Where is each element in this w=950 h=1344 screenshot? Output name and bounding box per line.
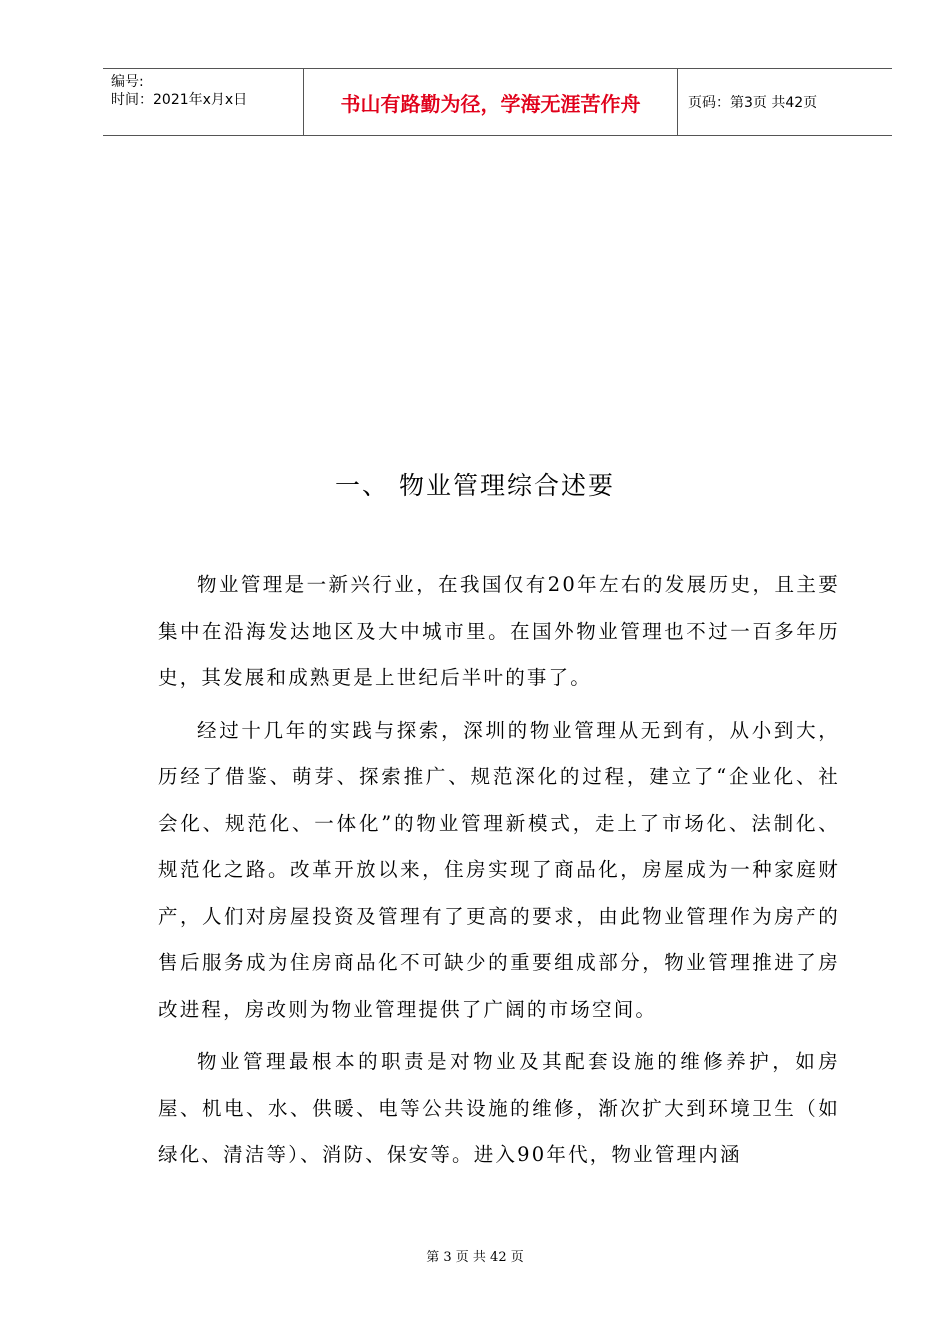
- paragraph: 物业管理是一新兴行业，在我国仅有20年左右的发展历史，且主要集中在沿海发达地区及大中城市里。在国外物业管理也不过一百多年历史，其发展和成熟更是上世纪后半叶的事了。: [158, 573, 840, 689]
- paragraph: 经过十几年的实践与探索，深圳的物业管理从无到有，从小到大，历经了借鉴、萌芽、探索推广、规范深化的过程，建立了“企业化、社会化、规范化、一体化”的物业管理新模式，走上了市场化、法制化、规范化之路。改革开放以来，住房实现了商品化，房屋成为一种家庭财产，人们对房屋投资及管理有了更高的要求，由此物业管理作为房产的售后服务成为住房商品化不可缺少的重要组成部分，物业管理推进了房改进程，房改则为物业管理提供了广阔的市场空间。: [158, 718, 840, 1021]
- body-text: [158, 562, 840, 1185]
- date-label: 时间：2021年x月x日: [111, 92, 248, 108]
- paragraph: 物业管理最根本的职责是对物业及其配套设施的维修养护，如房屋、机电、水、供暖、电等公共设施的维修，渐次扩大到环境卫生（如绿化、清洁等）、消防、保安等。进入90年代，物业管理内涵: [158, 1050, 840, 1166]
- page-footer: 第 3 页 共 42 页: [426, 1250, 524, 1265]
- section-title: 一、 物业管理综合述要: [335, 471, 615, 500]
- header-motto: 书山有路勤为径，学海无涯苦作舟: [304, 69, 678, 135]
- header-meta: [103, 69, 304, 135]
- header-page-code: 页码：第3页 共42页: [688, 95, 818, 111]
- number-label: 编号:: [111, 74, 144, 90]
- page-header: [103, 68, 892, 136]
